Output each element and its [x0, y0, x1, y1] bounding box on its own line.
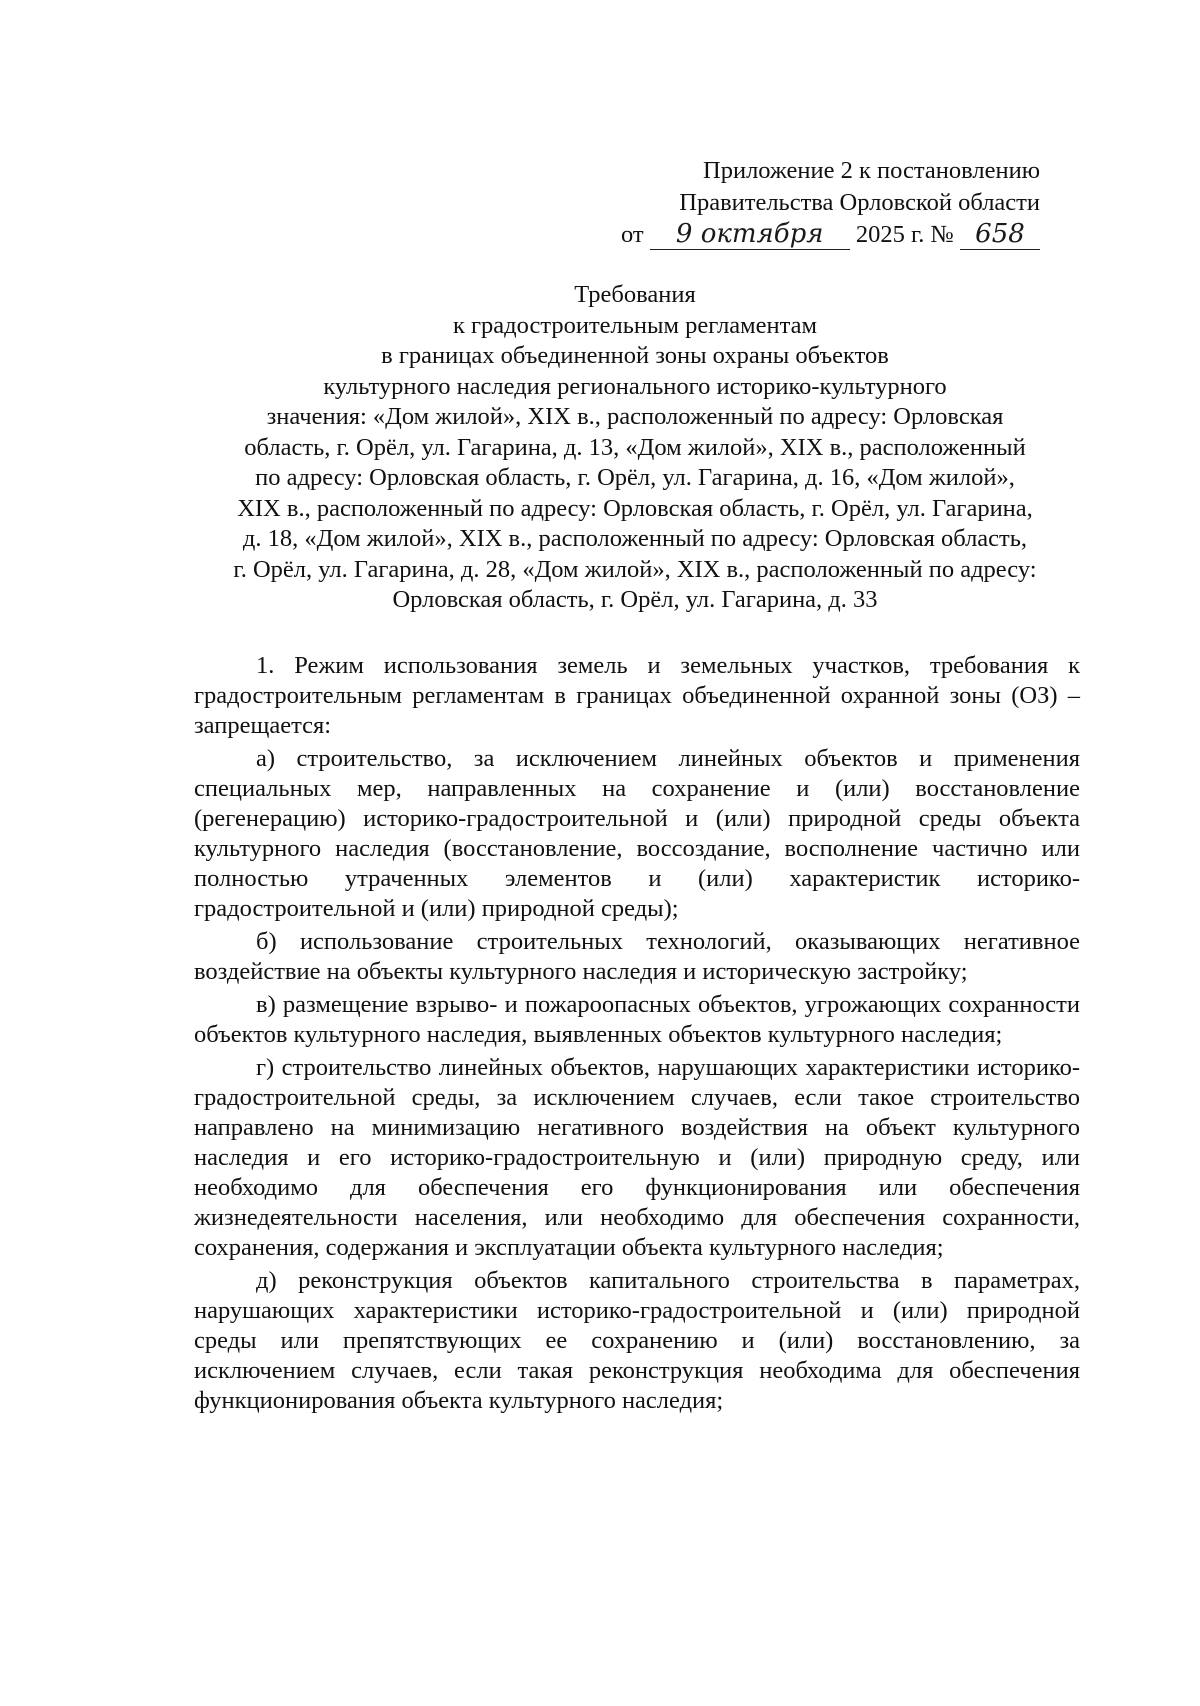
- appendix-line-1: Приложение 2 к постановлению: [703, 157, 1040, 184]
- document-title: [190, 280, 1080, 616]
- title-heading: Требования: [574, 281, 696, 308]
- title-line: Орловская область, г. Орёл, ул. Гагарина, д. 33: [392, 586, 878, 613]
- paragraph-1: 1. Режим использования земель и земельных участков, требования к градостроительным регламентам в границах объединенной охранной зоны (ОЗ) – запрещается:: [194, 652, 1080, 739]
- year-suffix: 2025 г. №: [855, 221, 954, 248]
- paragraph-d: д) реконструкция объектов капитального строительства в параметрах, нарушающих характеристики историко-градостроительной и (или) природной среды или препятствующих ее сохранению и (или) восстановлению, за исключением случаев, если такая реконструкция необходима для обеспечения функционирования объекта культурного наследия;: [194, 1267, 1080, 1414]
- title-line: культурного наследия регионального историко-культурного: [323, 372, 947, 400]
- title-line: к градостроительным регламентам: [452, 311, 818, 339]
- title-line: г. Орёл, ул. Гагарина, д. 28, «Дом жилой», XIX в., расположенный по адресу:: [233, 555, 1037, 583]
- appendix-line-2: Правительства Орловской области: [679, 189, 1040, 216]
- handwritten-date: 9 октября: [650, 219, 850, 250]
- title-line: область, г. Орёл, ул. Гагарина, д. 13, «Дом жилой», XIX в., расположенный: [244, 433, 1026, 461]
- paragraph-v: в) размещение взрыво- и пожароопасных объектов, угрожающих сохранности объектов культурного наследия, выявленных объектов культурного наследия;: [194, 991, 1080, 1048]
- date-prefix: от: [620, 221, 644, 248]
- title-line: по адресу: Орловская область, г. Орёл, ул. Гагарина, д. 16, «Дом жилой»,: [255, 464, 1015, 491]
- title-line: значения: «Дом жилой», XIX в., расположенный по адресу: Орловская: [266, 403, 1004, 430]
- appendix-date-line: [600, 219, 1040, 251]
- appendix-header: [600, 155, 1040, 251]
- paragraph-g: г) строительство линейных объектов, нарушающих характеристики историко-градостроительной среды, за исключением случаев, если такое строительство направлено на минимизацию негативного воздействия на объект культурного наследия и его историко-градостроительную и (или) природную среду, или необходимо для обеспечения его функционирования или обеспечения жизнедеятельности населения, или необходимо для обеспечения сохранности, сохранения, содержания и эксплуатации объекта культурного наследия;: [194, 1054, 1080, 1261]
- title-line: в границах объединенной зоны охраны объектов: [381, 342, 889, 369]
- handwritten-number: 658: [960, 219, 1040, 250]
- title-line: XIX в., расположенный по адресу: Орловская область, г. Орёл, ул. Гагарина,: [237, 494, 1033, 522]
- paragraph-b: б) использование строительных технологий, оказывающих негативное воздействие на объекты культурного наследия и историческую застройку;: [194, 928, 1080, 985]
- paragraph-a: а) строительство, за исключением линейных объектов и применения специальных мер, направленных на сохранение и (или) восстановление (регенерацию) историко-градостроительной и (или) природной среды объекта культурного наследия (восстановление, воссоздание, восполнение частично или полностью утраченных элементов и (или) характеристик историко-градостроительной и (или) природной среды);: [194, 745, 1080, 922]
- title-line: д. 18, «Дом жилой», XIX в., расположенный по адресу: Орловская область,: [242, 525, 1028, 552]
- document-body: [194, 651, 1080, 1419]
